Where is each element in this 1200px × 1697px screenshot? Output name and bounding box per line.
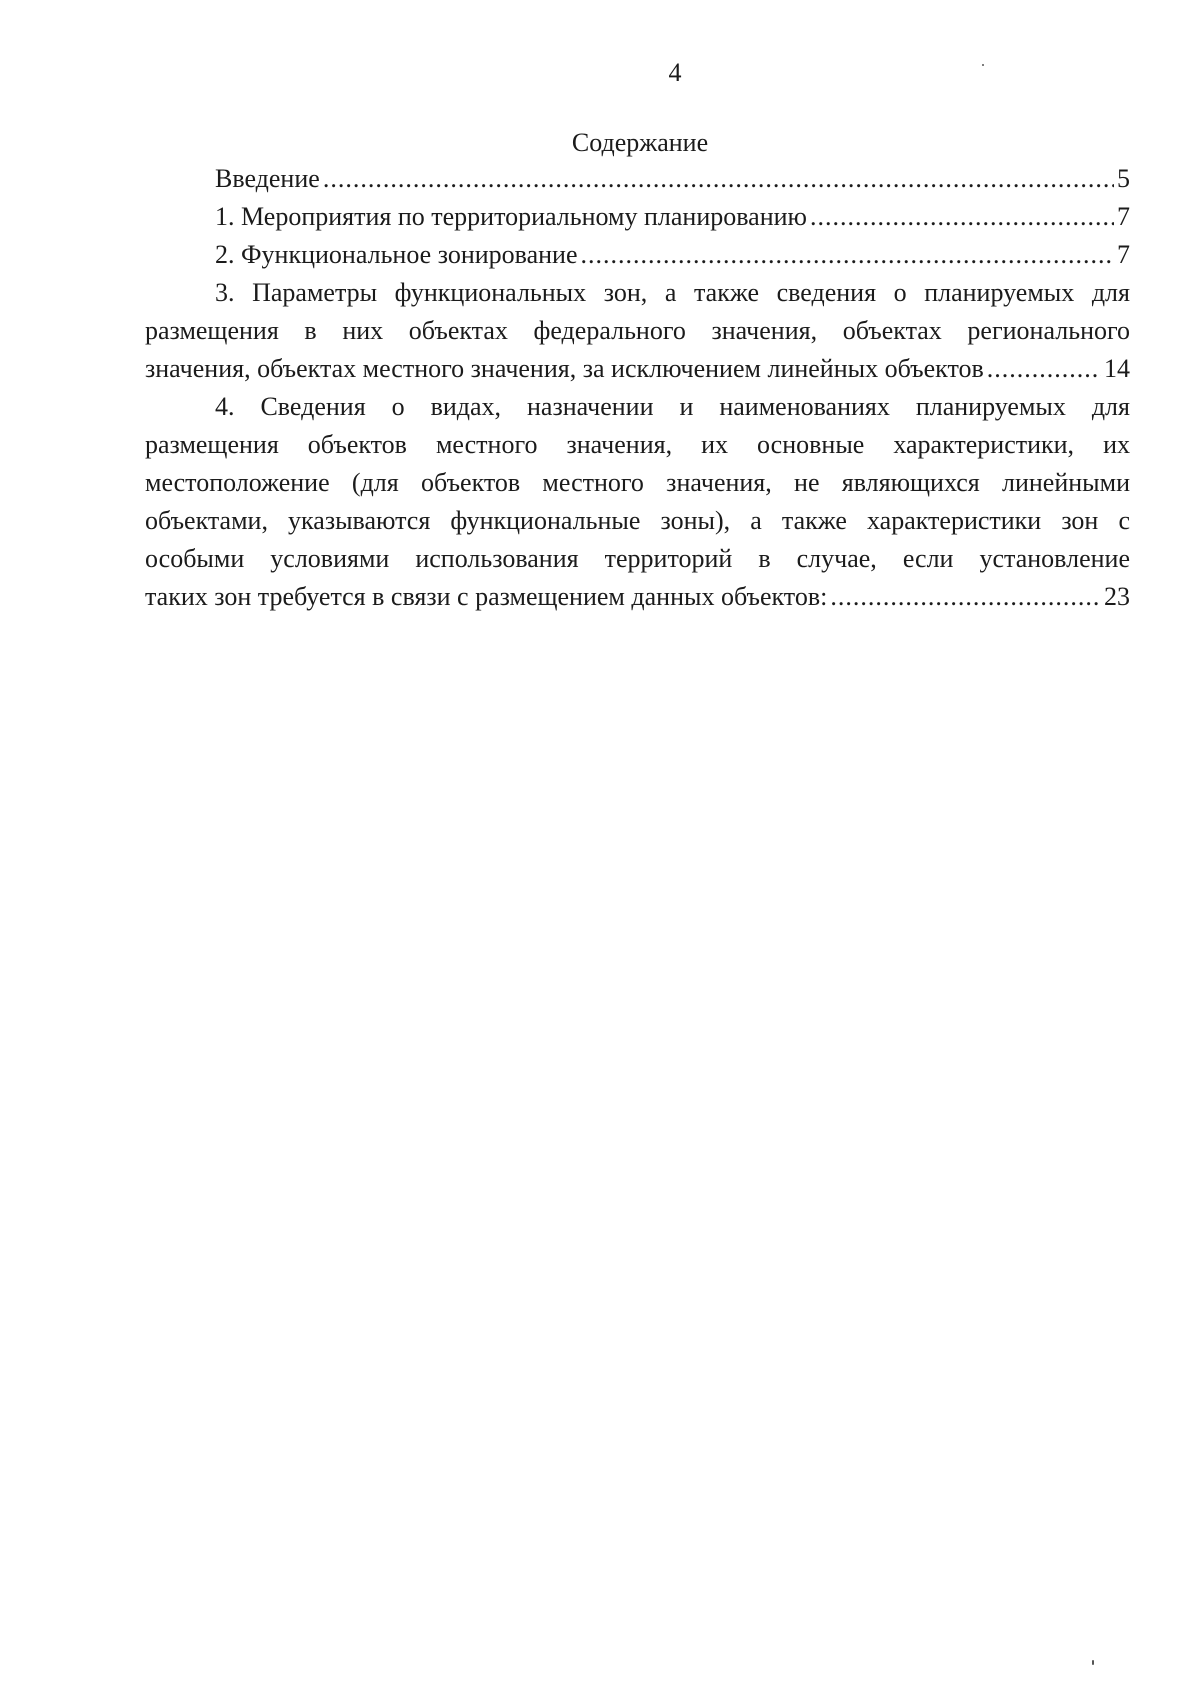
dot-leader xyxy=(581,236,1115,274)
toc-entry-line: местоположение (для объектов местного значения, не являющихся линейными xyxy=(145,468,1130,497)
toc-entry-line: значения, объектах местного значения, за исключением линейных объектов xyxy=(145,354,984,383)
toc-entry-section-4[interactable] xyxy=(145,388,1130,616)
dot-leader xyxy=(987,350,1101,388)
dot-leader xyxy=(810,198,1114,236)
toc-entry-label: Введение xyxy=(215,164,320,193)
toc-entry-label: 2. Функциональное зонирование xyxy=(215,240,578,269)
scan-speck xyxy=(1092,1660,1094,1665)
toc-title: Содержание xyxy=(571,128,709,157)
toc-entry-page: 14 xyxy=(1104,354,1130,383)
dot-leader xyxy=(323,160,1114,198)
toc-entry-line: размещения объектов местного значения, их основные характеристики, их xyxy=(145,430,1130,459)
toc-entry-last-line xyxy=(145,350,1130,388)
toc-entry-introduction[interactable] xyxy=(145,160,1130,198)
toc-entry-section-1[interactable] xyxy=(145,198,1130,236)
toc-entry-section-2[interactable] xyxy=(145,236,1130,274)
toc-entry-page: 5 xyxy=(1117,164,1130,193)
toc-entry-line: объектами, указываются функциональные зоны), а также характеристики зон с xyxy=(145,506,1130,535)
toc-entry-last-line xyxy=(145,578,1130,616)
toc-entry-label: 1. Мероприятия по территориальному планированию xyxy=(215,202,807,231)
toc-entry-line: особыми условиями использования территорий в случае, если установление xyxy=(145,544,1130,573)
dot-leader xyxy=(830,578,1101,616)
toc-entry-section-3[interactable] xyxy=(145,274,1130,388)
table-of-contents xyxy=(145,160,1130,616)
toc-entry-line: размещения в них объектах федерального значения, объектах регионального xyxy=(145,316,1130,345)
toc-entry-page: 7 xyxy=(1117,240,1130,269)
toc-entry-line: 4. Сведения о видах, назначении и наименованиях планируемых для xyxy=(215,392,1130,421)
scan-speck xyxy=(982,64,984,66)
toc-entry-page: 7 xyxy=(1117,202,1130,231)
toc-entry-line: 3. Параметры функциональных зон, а также сведения о планируемых для xyxy=(215,278,1130,307)
toc-entry-page: 23 xyxy=(1104,582,1130,611)
toc-entry-line: таких зон требуется в связи с размещением данных объектов: xyxy=(145,582,828,611)
page-number: 4 xyxy=(668,58,682,87)
